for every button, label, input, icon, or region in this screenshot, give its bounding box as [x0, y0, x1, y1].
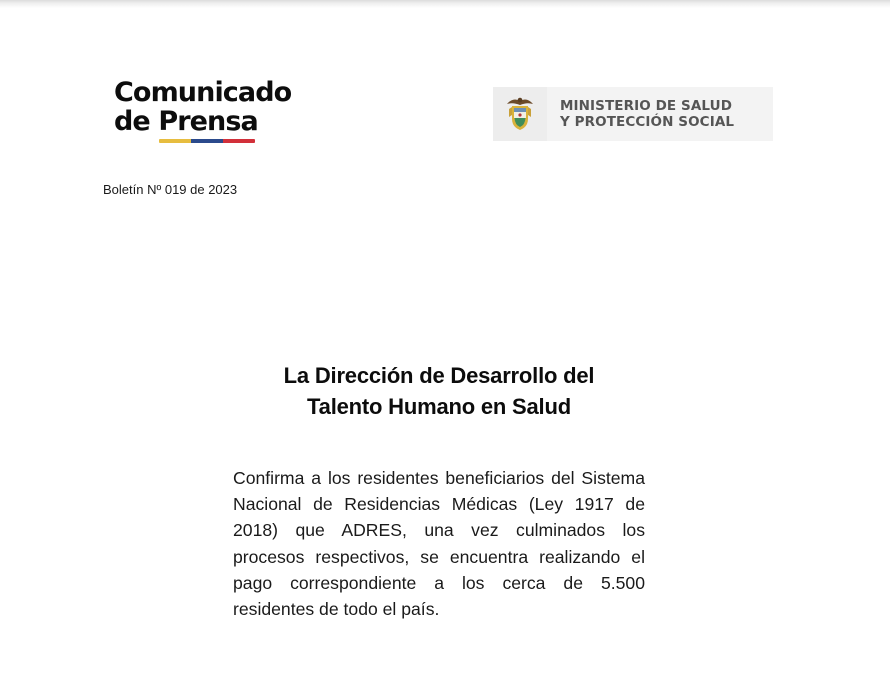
ministry-header: [493, 87, 773, 141]
flag-red-stripe: [223, 139, 255, 143]
headline-line2: Talento Humano en Salud: [307, 394, 571, 419]
headline-line1: La Dirección de Desarrollo del: [283, 363, 595, 388]
press-body-paragraph: Confirma a los residentes beneficiarios del Sistema Nacional de Residencias Médicas (Ley 1917 de 2018) que ADRES, una vez culminados los procesos respectivos, se encuentra realizando el pago correspondiente a los cerca de 5.500 residentes de todo el país.: [233, 468, 645, 620]
colombia-flag-bar: [159, 139, 255, 143]
ministry-name: [560, 98, 734, 130]
press-logo-line2: de Prensa: [114, 106, 258, 137]
ministry-name-line1: MINISTERIO DE SALUD: [560, 98, 733, 114]
flag-blue-stripe: [191, 139, 223, 143]
press-headline: [200, 360, 678, 422]
press-logo-line1: Comunicado: [114, 77, 292, 108]
page-top-shadow: [0, 0, 890, 8]
ministry-name-line2: Y PROTECCIÓN SOCIAL: [560, 114, 735, 130]
bulletin-number: Boletín Nº 019 de 2023: [103, 182, 238, 197]
flag-yellow-stripe: [159, 139, 191, 143]
press-release-logo: [114, 78, 314, 136]
coat-of-arms-icon: [493, 87, 547, 141]
